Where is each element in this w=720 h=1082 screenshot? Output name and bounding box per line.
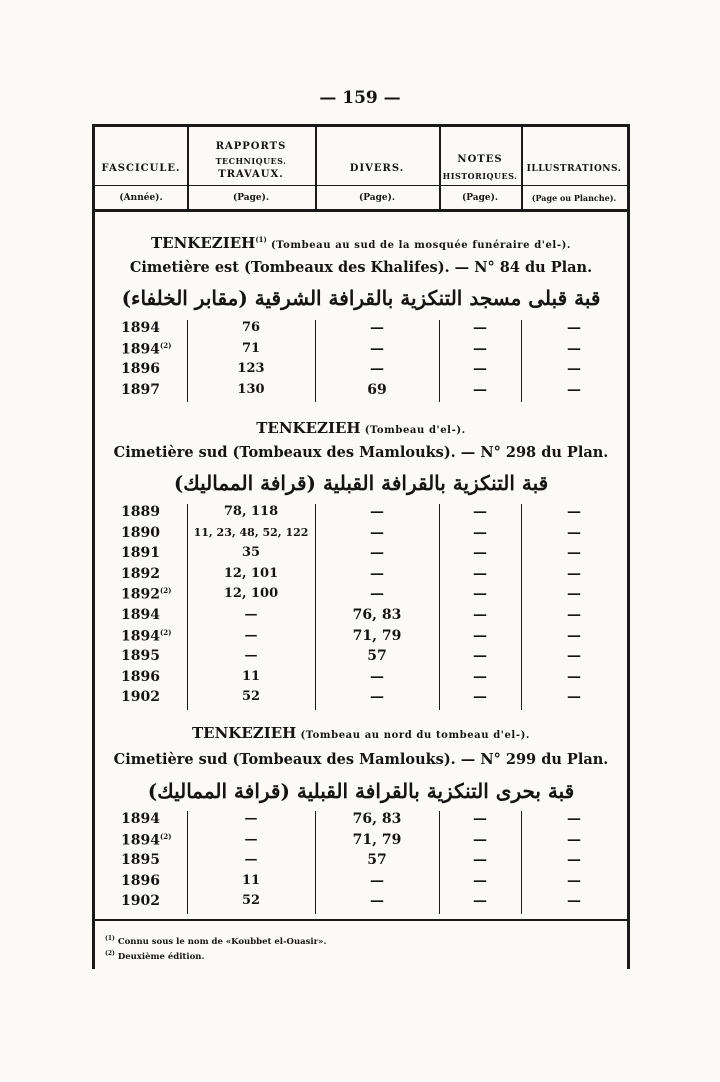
- row-notes-cell: —: [473, 607, 487, 623]
- row-divers-cell: —: [370, 545, 384, 562]
- row-year-cell: [121, 811, 191, 827]
- table-row: [95, 628, 627, 648]
- row-rapports-cell: 130: [237, 381, 265, 397]
- row-divers-cell: 57: [367, 648, 387, 665]
- row-divers-cell: —: [370, 504, 384, 520]
- row-notes-cell: —: [473, 893, 487, 910]
- row-year-cell: [121, 607, 191, 623]
- header-fascicule-label: FASCICULE.: [101, 163, 181, 174]
- table-row: [95, 504, 627, 524]
- row-illus-cell: —: [567, 893, 581, 910]
- row-illus-cell: —: [567, 811, 581, 827]
- table-row: [95, 566, 627, 586]
- section-title-note: (1): [255, 235, 267, 244]
- row-divers-cell: —: [370, 361, 384, 378]
- row-illus-cell: —: [567, 504, 581, 520]
- row-notes-cell: —: [473, 872, 487, 889]
- row-year-note: (2): [159, 627, 172, 637]
- row-rapports-cell: 11: [241, 668, 261, 684]
- row-divers-cell: —: [370, 320, 384, 336]
- row-year-cell: [121, 873, 191, 889]
- row-illus-cell: —: [567, 320, 581, 336]
- header-rapports: [187, 127, 315, 209]
- table-row: [95, 852, 627, 872]
- row-illus-cell: —: [567, 607, 581, 623]
- row-year-cell: [121, 689, 191, 705]
- row-year-cell: [121, 628, 191, 645]
- row-year: 1897: [121, 381, 160, 398]
- row-year: 1894: [121, 341, 160, 358]
- row-year-cell: [121, 504, 191, 520]
- section-rows: [95, 811, 627, 914]
- row-notes-cell: —: [473, 504, 487, 520]
- page-number: — 159 —: [319, 88, 401, 108]
- row-notes-cell: —: [473, 689, 487, 706]
- header-fascicule: [95, 127, 187, 209]
- row-year-cell: [121, 566, 191, 582]
- row-divers-cell: 76, 83: [352, 811, 402, 827]
- row-notes-cell: —: [473, 586, 487, 603]
- row-divers-cell: —: [370, 668, 384, 685]
- row-notes-cell: —: [473, 852, 487, 869]
- row-illus-cell: —: [567, 648, 581, 665]
- table-row: [95, 811, 627, 831]
- row-year: 1902: [121, 893, 160, 910]
- row-illus-cell: —: [567, 545, 581, 562]
- row-year-cell: [121, 832, 191, 849]
- header-fascicule-sub: (Année).: [119, 193, 163, 203]
- row-divers-cell: 57: [367, 852, 387, 869]
- section-title: [95, 234, 627, 252]
- row-notes-cell: —: [473, 320, 487, 336]
- header-divers-label: DIVERS.: [349, 163, 405, 174]
- row-year-cell: [121, 382, 191, 398]
- row-divers-cell: —: [370, 340, 384, 357]
- row-divers-cell: —: [370, 524, 384, 541]
- section-rows: [95, 320, 627, 402]
- footnote-2: [105, 950, 204, 962]
- row-rapports-cell: —: [244, 831, 258, 847]
- row-rapports-cell: —: [244, 627, 258, 643]
- row-illus-cell: —: [567, 524, 581, 541]
- row-rapports-cell: 11, 23, 48, 52, 122: [193, 525, 309, 539]
- section-rows: [95, 504, 627, 710]
- row-year-note: (2): [159, 831, 172, 841]
- header-notes-sub: (Page).: [461, 193, 499, 203]
- row-year-cell: [121, 545, 191, 561]
- row-illus-cell: —: [567, 668, 581, 685]
- row-rapports-cell: —: [244, 607, 258, 622]
- footnote-text: Deuxième édition.: [117, 951, 205, 962]
- row-year-cell: [121, 341, 191, 358]
- row-year: 1894: [121, 832, 160, 849]
- section-subtitle: Cimetière sud (Tombeaux des Mamlouks). — N° 299 du Plan.: [113, 751, 609, 768]
- row-illus-cell: —: [567, 586, 581, 603]
- row-illus-cell: —: [567, 852, 581, 869]
- row-divers-cell: —: [370, 893, 384, 910]
- section-subtitle: Cimetière sud (Tombeaux des Mamlouks). — N° 298 du Plan.: [113, 444, 609, 461]
- section-title-detail: (Tombeau au nord du tombeau d'el-).: [296, 730, 530, 741]
- row-divers-cell: 69: [367, 381, 387, 398]
- section-title-main: TENKEZIEH: [192, 724, 297, 742]
- row-divers-cell: 71, 79: [352, 831, 402, 848]
- row-year-cell: [121, 893, 191, 909]
- header-rapports-line3: TRAVAUX.: [218, 169, 284, 180]
- row-notes-cell: —: [473, 627, 487, 644]
- header-rapports-sub: (Page).: [232, 193, 270, 203]
- row-year-cell: [121, 586, 191, 603]
- row-rapports-cell: —: [244, 852, 258, 868]
- row-year-note: (2): [159, 340, 172, 350]
- row-notes-cell: —: [473, 831, 487, 848]
- row-rapports-cell: —: [244, 811, 258, 826]
- header-notes: [439, 127, 521, 209]
- header-divers-sub: (Page).: [358, 193, 396, 203]
- section-title-main: TENKEZIEH: [256, 419, 361, 437]
- section-title-detail: (Tombeau d'el-).: [360, 425, 466, 436]
- row-illus-cell: —: [567, 565, 581, 582]
- table-row: [95, 648, 627, 668]
- row-notes-cell: —: [473, 361, 487, 378]
- row-rapports-cell: 12, 100: [223, 586, 279, 602]
- header-notes-line2: HISTORIQUES.: [442, 171, 518, 181]
- row-illus-cell: —: [567, 340, 581, 357]
- row-year: 1891: [121, 545, 160, 562]
- row-notes-cell: —: [473, 648, 487, 665]
- header-divers: [315, 127, 439, 209]
- row-illus-cell: —: [567, 831, 581, 848]
- footnote-mark: (2): [105, 950, 115, 957]
- table-row: [95, 545, 627, 565]
- section-title: [95, 419, 627, 437]
- section-subtitle: Cimetière est (Tombeaux des Khalifes). — N° 84 du Plan.: [129, 259, 593, 276]
- row-rapports-cell: 76: [241, 320, 261, 335]
- row-year: 1894: [121, 628, 160, 645]
- table-row: [95, 525, 627, 545]
- header-rapports-line2: TECHNIQUES.: [215, 156, 287, 166]
- row-year-cell: [121, 361, 191, 377]
- table-row: [95, 689, 627, 709]
- table-row: [95, 341, 627, 361]
- row-rapports-cell: 78, 118: [223, 504, 279, 519]
- row-illus-cell: —: [567, 689, 581, 706]
- row-year: 1890: [121, 524, 160, 541]
- row-divers-cell: —: [370, 586, 384, 603]
- row-rapports-cell: 35: [241, 545, 261, 561]
- row-rapports-cell: —: [244, 648, 258, 664]
- row-divers-cell: —: [370, 872, 384, 889]
- table-row: [95, 832, 627, 852]
- footnote-1: [105, 935, 326, 947]
- table-header: [95, 127, 627, 212]
- table-row: [95, 586, 627, 606]
- row-notes-cell: —: [473, 545, 487, 562]
- table-row: [95, 320, 627, 340]
- header-illustrations-label: ILLUSTRATIONS.: [526, 164, 622, 174]
- row-notes-cell: —: [473, 668, 487, 685]
- row-illus-cell: —: [567, 361, 581, 378]
- header-rapports-line1: RAPPORTS: [215, 141, 287, 152]
- row-year: 1894: [121, 607, 160, 623]
- section-title-main: TENKEZIEH: [151, 234, 256, 252]
- footnote-text: Connu sous le nom de «Koubbet el-Ouasir».: [117, 936, 327, 947]
- footnote-divider: [95, 919, 627, 921]
- table-row: [95, 669, 627, 689]
- table-row: [95, 607, 627, 627]
- row-year-cell: [121, 320, 191, 336]
- table-row: [95, 382, 627, 402]
- row-year: 1892: [121, 587, 160, 604]
- row-year-cell: [121, 648, 191, 664]
- row-year: 1894: [121, 320, 160, 336]
- row-divers-cell: —: [370, 565, 384, 582]
- row-rapports-cell: 123: [237, 361, 265, 377]
- row-divers-cell: 76, 83: [352, 607, 402, 623]
- row-rapports-cell: 12, 101: [223, 565, 279, 581]
- row-year-note: (2): [159, 586, 172, 596]
- row-year: 1894: [121, 811, 160, 827]
- row-rapports-cell: 71: [241, 340, 261, 356]
- section-arabic-name: قبة قبلى مسجد التنكزية بالقرافة الشرقية (مقابر الخلفاء): [121, 286, 601, 310]
- row-year: 1895: [121, 852, 160, 869]
- row-rapports-cell: 52: [241, 893, 261, 909]
- row-notes-cell: —: [473, 381, 487, 398]
- table-row: [95, 361, 627, 381]
- row-rapports-cell: 11: [241, 872, 261, 888]
- row-year: 1892: [121, 565, 160, 582]
- row-divers-cell: —: [370, 689, 384, 706]
- row-rapports-cell: 52: [241, 689, 261, 705]
- section-arabic-name: قبة بحرى التنكزية بالقرافة القبلية (قرافة المماليك): [147, 779, 575, 803]
- row-notes-cell: —: [473, 811, 487, 827]
- row-notes-cell: —: [473, 565, 487, 582]
- section-title-detail: (Tombeau au sud de la mosquée funéraire d'el-).: [266, 240, 571, 251]
- header-illustrations: [521, 127, 627, 209]
- section-arabic-name: قبة التنكزية بالقرافة القبلية (قرافة المماليك): [173, 471, 549, 495]
- row-year: 1902: [121, 689, 160, 706]
- table-frame: [92, 124, 630, 969]
- row-notes-cell: —: [473, 340, 487, 357]
- row-notes-cell: —: [473, 524, 487, 541]
- row-year: 1896: [121, 872, 160, 889]
- row-year: 1895: [121, 648, 160, 665]
- table-row: [95, 873, 627, 893]
- footnote-mark: (1): [105, 935, 115, 942]
- header-illustrations-sub: (Page ou Planche).: [531, 193, 617, 203]
- row-year-cell: [121, 669, 191, 685]
- row-year-cell: [121, 525, 191, 541]
- row-illus-cell: —: [567, 627, 581, 644]
- row-illus-cell: —: [567, 381, 581, 398]
- row-year-cell: [121, 852, 191, 868]
- row-year: 1896: [121, 361, 160, 378]
- header-notes-line1: NOTES: [457, 154, 503, 165]
- row-illus-cell: —: [567, 872, 581, 889]
- row-year: 1896: [121, 668, 160, 685]
- table-row: [95, 893, 627, 913]
- section-title: [95, 724, 627, 742]
- row-divers-cell: 71, 79: [352, 627, 402, 644]
- row-year: 1889: [121, 504, 160, 520]
